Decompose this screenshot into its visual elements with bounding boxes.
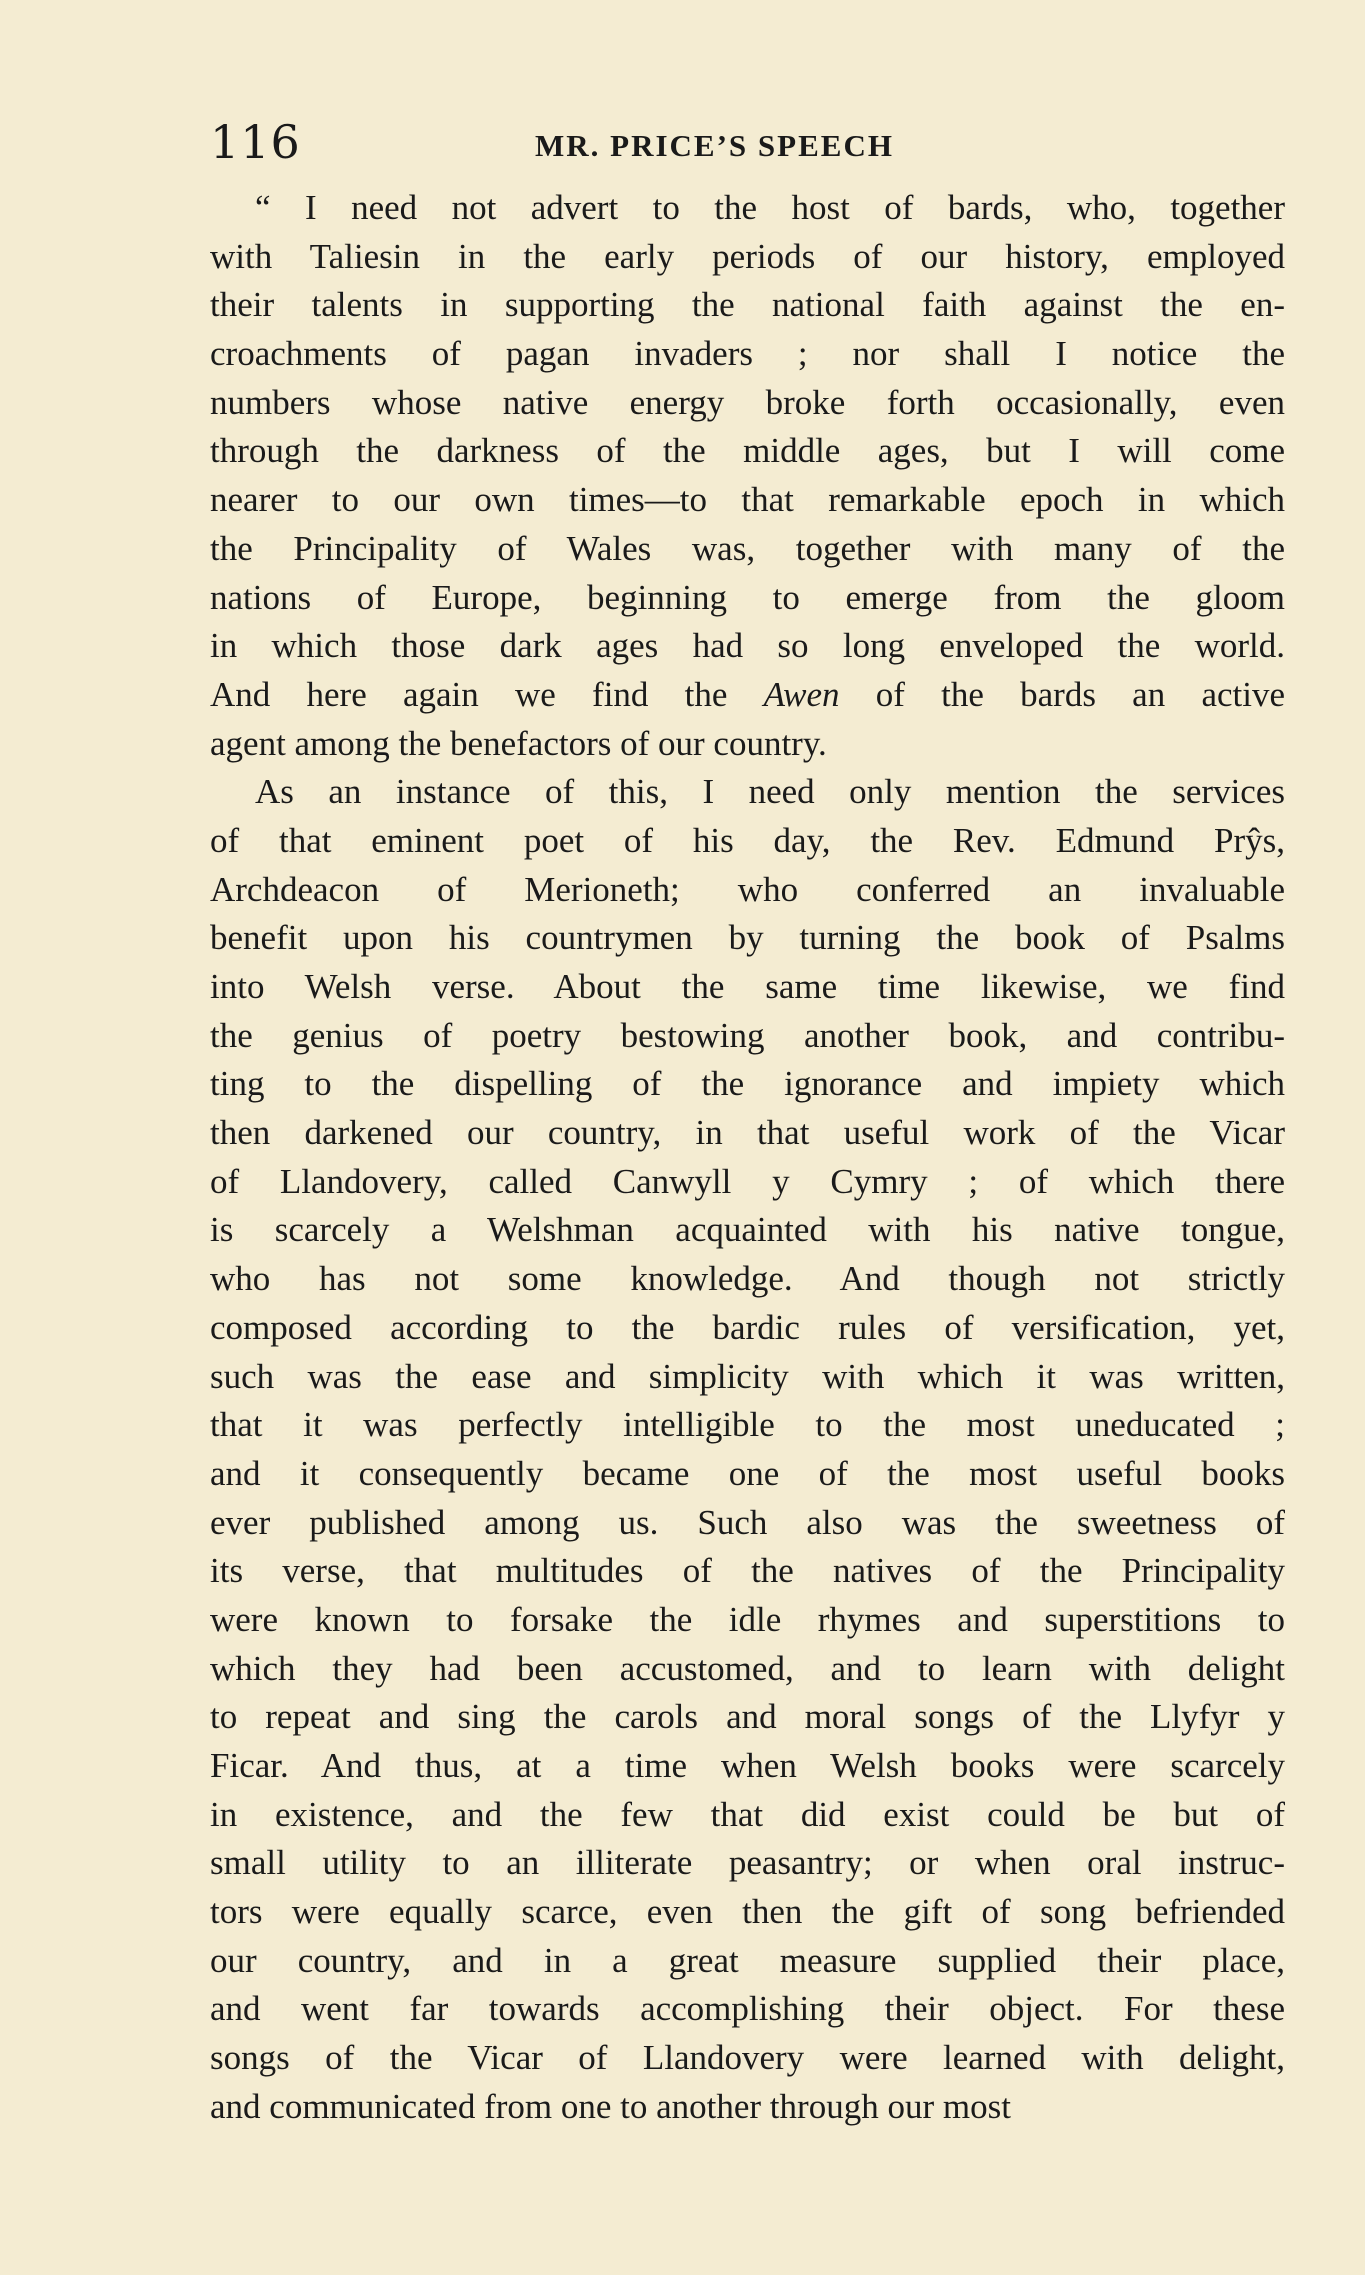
text-line: their talents in supporting the national faith against the en- — [210, 285, 1285, 325]
text-line: songs of the Vicar of Llandovery were learned with delight, — [210, 2038, 1285, 2078]
text-line: its verse, that multitudes of the natives of the Principality — [210, 1551, 1285, 1591]
text-line: As an instance of this, I need only mention the services — [255, 772, 1285, 812]
text-line: and went far towards accomplishing their object. For these — [210, 1989, 1285, 2029]
text-line: were known to forsake the idle rhymes and superstitions to — [210, 1599, 1285, 1639]
paragraph — [210, 768, 1285, 2131]
text-line: which they had been accustomed, and to learn with delight — [210, 1648, 1285, 1688]
text-line: that it was perfectly intelligible to the most uneducated ; — [210, 1405, 1285, 1445]
text-line: nearer to our own times—to that remarkable epoch in which — [210, 480, 1285, 520]
text-line: tors were equally scarce, even then the gift of song befriended — [210, 1892, 1285, 1932]
text-line: and it consequently became one of the most useful books — [210, 1453, 1285, 1493]
running-title: MR. PRICE’S SPEECH — [535, 128, 894, 163]
text-line: nations of Europe, beginning to emerge from the gloom — [210, 577, 1285, 617]
text-line: And here again we find the Awen of the bards an active — [210, 674, 1285, 714]
text-line: who has not some knowledge. And though not strictly — [210, 1259, 1285, 1299]
running-head — [210, 112, 1285, 172]
text-line: our country, and in a great measure supplied their place, — [210, 1940, 1285, 1980]
text-line: with Taliesin in the early periods of our history, employed — [210, 236, 1285, 276]
paragraph — [210, 184, 1285, 768]
text-line: benefit upon his countrymen by turning the book of Psalms — [210, 918, 1285, 958]
text-line: in existence, and the few that did exist could be but of — [210, 1794, 1285, 1834]
text-line: Ficar. And thus, at a time when Welsh books were scarcely — [210, 1746, 1285, 1785]
text-line: to repeat and sing the carols and moral songs of the Llyfyr y — [210, 1697, 1285, 1737]
text-line: such was the ease and simplicity with which it was written, — [210, 1356, 1285, 1396]
text-line: of that eminent poet of his day, the Rev. Edmund Prŷs, — [210, 820, 1285, 860]
text-line: then darkened our country, in that useful work of the Vicar — [210, 1113, 1285, 1153]
text-line: croachments of pagan invaders ; nor shall I notice the — [210, 334, 1285, 374]
body-text — [210, 184, 1285, 2132]
text-line: composed according to the bardic rules of versification, yet, — [210, 1307, 1285, 1347]
text-line: is scarcely a Welshman acquainted with his native tongue, — [210, 1210, 1285, 1250]
text-line: agent among the benefactors of our country. — [210, 723, 827, 763]
text-line: into Welsh verse. About the same time likewise, we find — [210, 967, 1285, 1006]
text-line: numbers whose native energy broke forth occasionally, even — [210, 382, 1285, 422]
text-line: in which those dark ages had so long enveloped the world. — [210, 626, 1285, 666]
text-line: the genius of poetry bestowing another book, and contribu- — [210, 1015, 1285, 1055]
text-line: of Llandovery, called Canwyll y Cymry ; of which there — [210, 1161, 1285, 1201]
text-line: and communicated from one to another through our most — [210, 2086, 1011, 2126]
text-line: Archdeacon of Merioneth; who conferred an invaluable — [210, 869, 1285, 909]
page-number: 116 — [210, 115, 301, 169]
text-line: “ I need not advert to the host of bards, who, together — [255, 188, 1285, 227]
text-line: ever published among us. Such also was the sweetness of — [210, 1502, 1285, 1542]
text-line: ting to the dispelling of the ignorance and impiety which — [210, 1064, 1285, 1104]
text-line: small utility to an illiterate peasantry; or when oral instruc- — [210, 1843, 1285, 1883]
text-line: through the darkness of the middle ages, but I will come — [210, 431, 1285, 471]
text-line: the Principality of Wales was, together with many of the — [210, 528, 1285, 568]
